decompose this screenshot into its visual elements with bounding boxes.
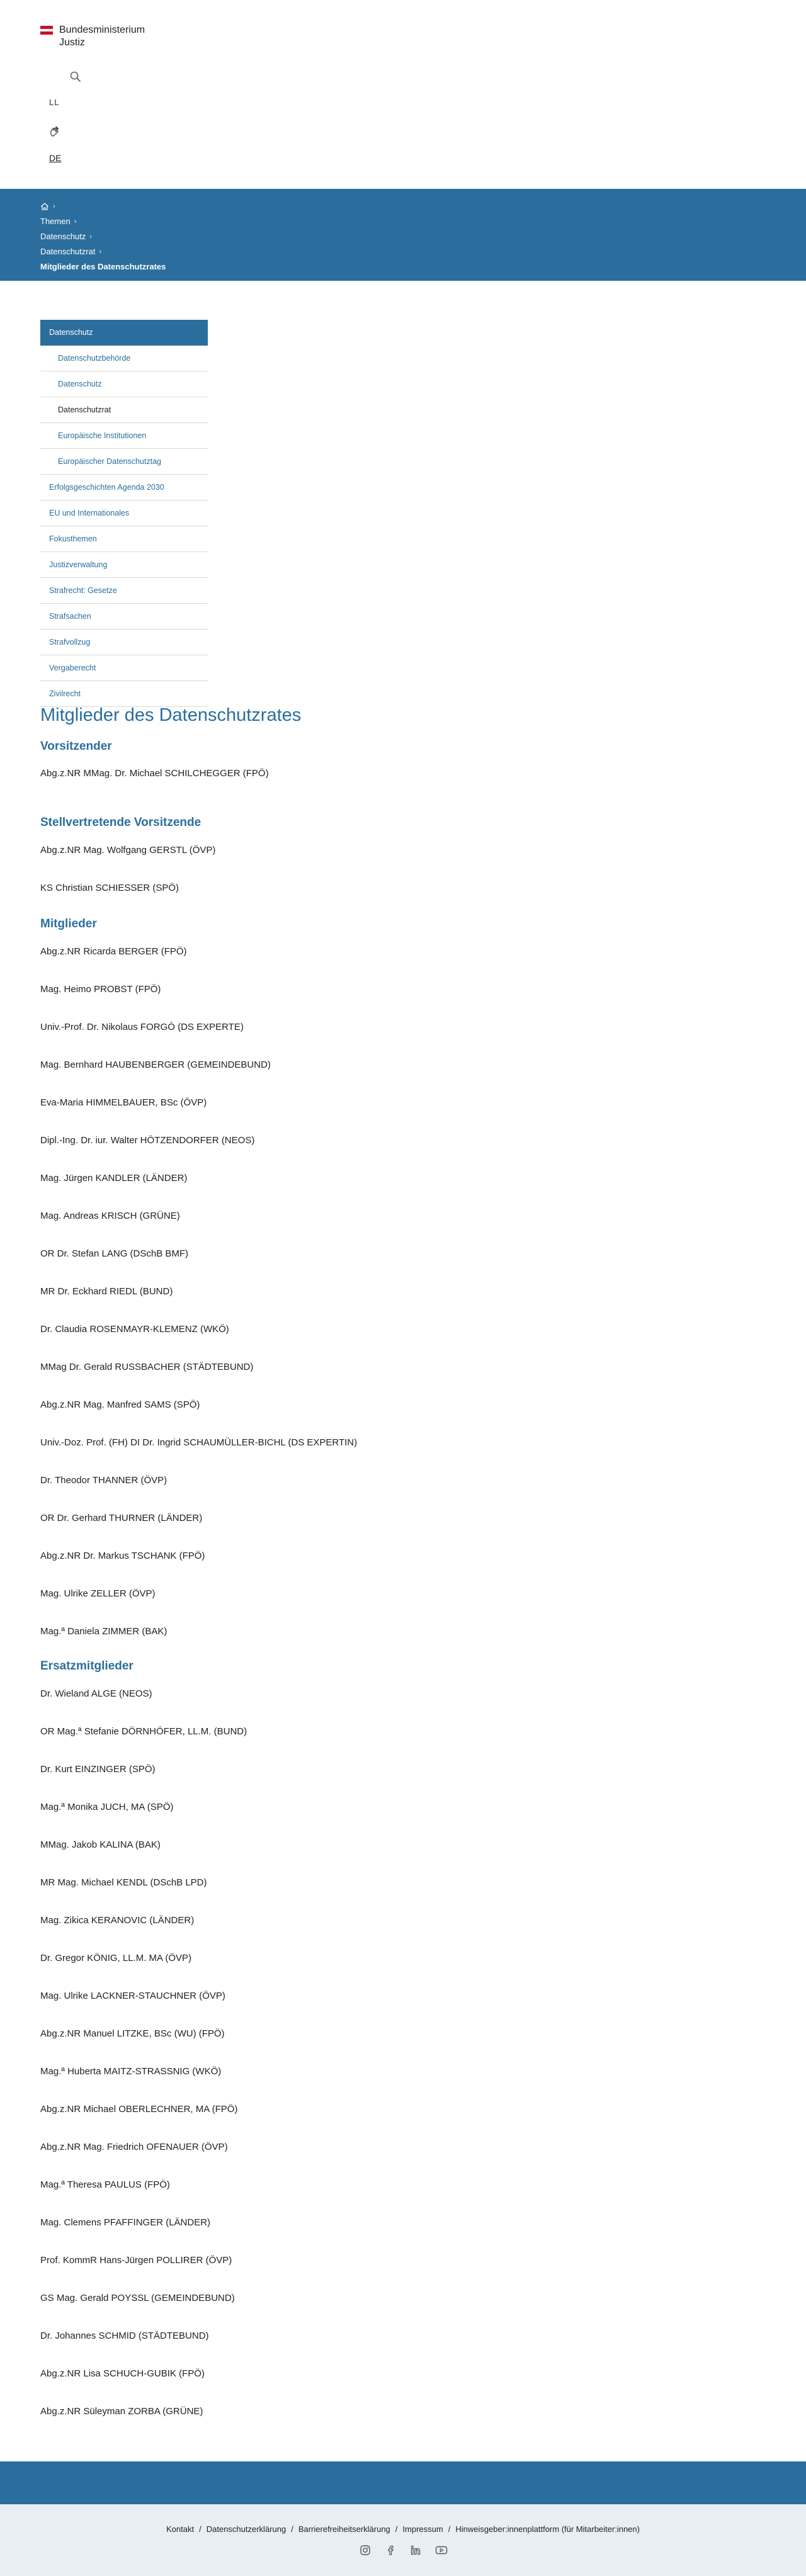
sidenav-item-5[interactable]: Europäischer Datenschutztag (40, 449, 208, 475)
member-entry: Dr. Johannes SCHMID (STÄDTEBUND) (40, 2330, 209, 2341)
member-entry: OR Mag.ª Stefanie DÖRNHÖFER, LL.M. (BUND) (40, 1726, 247, 1737)
sidenav-item-2[interactable]: Datenschutz (40, 371, 208, 397)
language-switch-de[interactable]: DE (49, 153, 62, 163)
member-entry: Mag. Ulrike ZELLER (ÖVP) (40, 1588, 156, 1599)
logo-text (59, 24, 145, 49)
breadcrumb-band (0, 189, 806, 281)
logo-line-1: Bundesministerium (59, 25, 145, 35)
member-entry: Mag. Jürgen KANDLER (LÄNDER) (40, 1173, 188, 1183)
breadcrumb-label: Datenschutzrat (40, 247, 96, 256)
member-entry: Dr. Claudia ROSENMAYR-KLEMENZ (WKÖ) (40, 1324, 229, 1335)
youtube-icon[interactable] (435, 2545, 446, 2556)
member-entry: Mag. Bernhard HAUBENBERGER (GEMEINDEBUND) (40, 1059, 271, 1070)
section-heading: Mitglieder (40, 917, 97, 930)
search-icon (69, 71, 82, 83)
member-entry: Abg.z.NR Lisa SCHUCH-GUBIK (FPÖ) (40, 2368, 205, 2379)
footer-link-1[interactable]: Datenschutzerklärung (206, 2524, 287, 2534)
search-button[interactable] (69, 71, 84, 86)
member-entry: Abg.z.NR Mag. Wolfgang GERSTL (ÖVP) (40, 845, 216, 856)
member-entry: MMag. Jakob KALINA (BAK) (40, 1839, 161, 1850)
sidenav-item-14[interactable]: Zivilrecht (40, 681, 208, 707)
breadcrumb-label: Datenschutz (40, 232, 86, 241)
member-entry: Abg.z.NR Mag. Friedrich OFENAUER (ÖVP) (40, 2142, 228, 2152)
footer-link-3[interactable]: Impressum (402, 2524, 443, 2534)
facebook-icon[interactable] (385, 2545, 396, 2556)
logo-line-2: Justiz (59, 37, 85, 48)
member-entry: Mag. Zikica KERANOVIC (LÄNDER) (40, 1915, 195, 1926)
member-entry: OR Dr. Stefan LANG (DSchB BMF) (40, 1248, 189, 1259)
footer-separator: / (395, 2524, 398, 2534)
member-entry: Univ.-Prof. Dr. Nikolaus FORGÓ (DS EXPERTE) (40, 1022, 244, 1032)
member-entry: Dr. Theodor THANNER (ÖVP) (40, 1475, 167, 1486)
footer-band (0, 2461, 806, 2504)
home-icon (40, 202, 49, 211)
member-entry: KS Christian SCHIESSER (SPÖ) (40, 883, 179, 893)
sidenav-item-11[interactable]: Strafsachen (40, 604, 208, 630)
breadcrumb-label: Themen (40, 217, 71, 226)
breadcrumb-item-current (40, 259, 166, 274)
breadcrumb-item-themen[interactable] (40, 214, 166, 229)
member-entry: Abg.z.NR Dr. Markus TSCHANK (FPÖ) (40, 1551, 205, 1561)
member-entry: Eva-Maria HIMMELBAUER, BSc (ÖVP) (40, 1097, 207, 1108)
breadcrumb-home[interactable] (40, 199, 166, 214)
member-entry: Dr. Wieland ALGE (NEOS) (40, 1688, 152, 1699)
page-title: Mitglieder des Datenschutzrates (40, 705, 302, 725)
breadcrumb-item-datenschutzrat[interactable] (40, 244, 166, 259)
member-entry: GS Mag. Gerald POYSSL (GEMEINDEBUND) (40, 2293, 235, 2303)
footer-links (0, 2524, 806, 2534)
sidenav-item-1[interactable]: Datenschutzbehörde (40, 346, 208, 371)
member-entry: Abg.z.NR Michael OBERLECHNER, MA (FPÖ) (40, 2104, 238, 2115)
member-entry: MR Dr. Eckhard RIEDL (BUND) (40, 1286, 173, 1297)
sidenav-item-7[interactable]: EU und Internationales (40, 500, 208, 526)
ministry-logo[interactable] (40, 24, 145, 49)
chevron-right-icon: › (74, 218, 77, 225)
sidenav-item-9[interactable]: Justizverwaltung (40, 552, 208, 578)
member-entry: Dipl.-Ing. Dr. iur. Walter HÖTZENDORFER (NEOS) (40, 1135, 255, 1146)
chevron-right-icon: › (89, 233, 92, 240)
sidenav-item-4[interactable]: Europäische Institutionen (40, 423, 208, 449)
sidenav-item-3[interactable]: Datenschutzrat (40, 397, 208, 423)
member-entry: MR Mag. Michael KENDL (DSchB LPD) (40, 1877, 207, 1888)
member-entry: Univ.-Doz. Prof. (FH) DI Dr. Ingrid SCHAUMÜLLER-BICHL (DS EXPERTIN) (40, 1437, 358, 1448)
section-heading: Ersatzmitglieder (40, 1659, 133, 1673)
member-entry: Abg.z.NR Mag. Manfred SAMS (SPÖ) (40, 1399, 200, 1410)
member-entry: Dr. Kurt EINZINGER (SPÖ) (40, 1764, 156, 1775)
member-entry: Dr. Gregor KÖNIG, LL.M. MA (ÖVP) (40, 1953, 192, 1963)
footer-link-2[interactable]: Barrierefreiheitserklärung (298, 2524, 390, 2534)
member-entry: Abg.z.NR MMag. Dr. Michael SCHILCHEGGER (FPÖ) (40, 768, 269, 779)
social-links (0, 2545, 806, 2556)
sidenav-item-6[interactable]: Erfolgsgeschichten Agenda 2030 (40, 475, 208, 500)
site-footer (0, 2504, 806, 2576)
member-entry: Mag.ª Huberta MAITZ-STRASSNIG (WKÖ) (40, 2066, 222, 2077)
member-entry: OR Dr. Gerhard THURNER (LÄNDER) (40, 1513, 203, 1523)
member-entry: Abg.z.NR Manuel LITZKE, BSc (WU) (FPÖ) (40, 2028, 225, 2039)
footer-link-4[interactable]: Hinweisgeber:innenplattform (für Mitarbeiter:innen) (455, 2524, 640, 2534)
member-entry: Mag. Ulrike LACKNER-STAUCHNER (ÖVP) (40, 1991, 225, 2001)
sidenav-item-8[interactable]: Fokusthemen (40, 526, 208, 552)
breadcrumb-item-datenschutz[interactable] (40, 229, 166, 244)
member-entry: MMag Dr. Gerald RUSSBACHER (STÄDTEBUND) (40, 1362, 254, 1372)
footer-separator: / (199, 2524, 202, 2534)
member-entry: Mag. Clemens PFAFFINGER (LÄNDER) (40, 2217, 211, 2228)
sidenav-item-12[interactable]: Strafvollzug (40, 630, 208, 655)
sign-language-icon[interactable] (49, 125, 60, 140)
member-entry: Abg.z.NR Ricarda BERGER (FPÖ) (40, 946, 187, 957)
member-entry: Prof. KommR Hans-Jürgen POLLIRER (ÖVP) (40, 2255, 232, 2266)
member-entry: Mag.ª Monika JUCH, MA (SPÖ) (40, 1802, 174, 1812)
breadcrumb (40, 199, 166, 274)
breadcrumb-label: Mitglieder des Datenschutzrates (40, 262, 166, 271)
section-heading: Stellvertretende Vorsitzende (40, 816, 202, 829)
sidenav-item-13[interactable]: Vergaberecht (40, 655, 208, 681)
member-entry: Abg.z.NR Süleyman ZORBA (GRÜNE) (40, 2406, 203, 2417)
site-header (0, 0, 806, 189)
chevron-right-icon: › (53, 203, 55, 210)
linkedin-icon[interactable] (410, 2545, 421, 2556)
footer-separator: / (291, 2524, 293, 2534)
member-entry: Mag. Andreas KRISCH (GRÜNE) (40, 1211, 180, 1221)
member-entry: Mag.ª Theresa PAULUS (FPÖ) (40, 2179, 170, 2190)
footer-separator: / (448, 2524, 451, 2534)
sidenav-item-10[interactable]: Strafrecht: Gesetze (40, 578, 208, 604)
easy-language-link[interactable]: LL (49, 98, 60, 107)
side-navigation (40, 320, 208, 707)
instagram-icon[interactable] (360, 2545, 371, 2556)
member-entry: Mag.ª Daniela ZIMMER (BAK) (40, 1626, 167, 1637)
sidenav-item-0[interactable]: Datenschutz (40, 320, 208, 346)
section-heading: Vorsitzender (40, 740, 112, 753)
austria-flag-icon (40, 26, 53, 35)
member-entry: Mag. Heimo PROBST (FPÖ) (40, 984, 161, 995)
footer-link-0[interactable]: Kontakt (166, 2524, 195, 2534)
chevron-right-icon: › (99, 248, 102, 256)
